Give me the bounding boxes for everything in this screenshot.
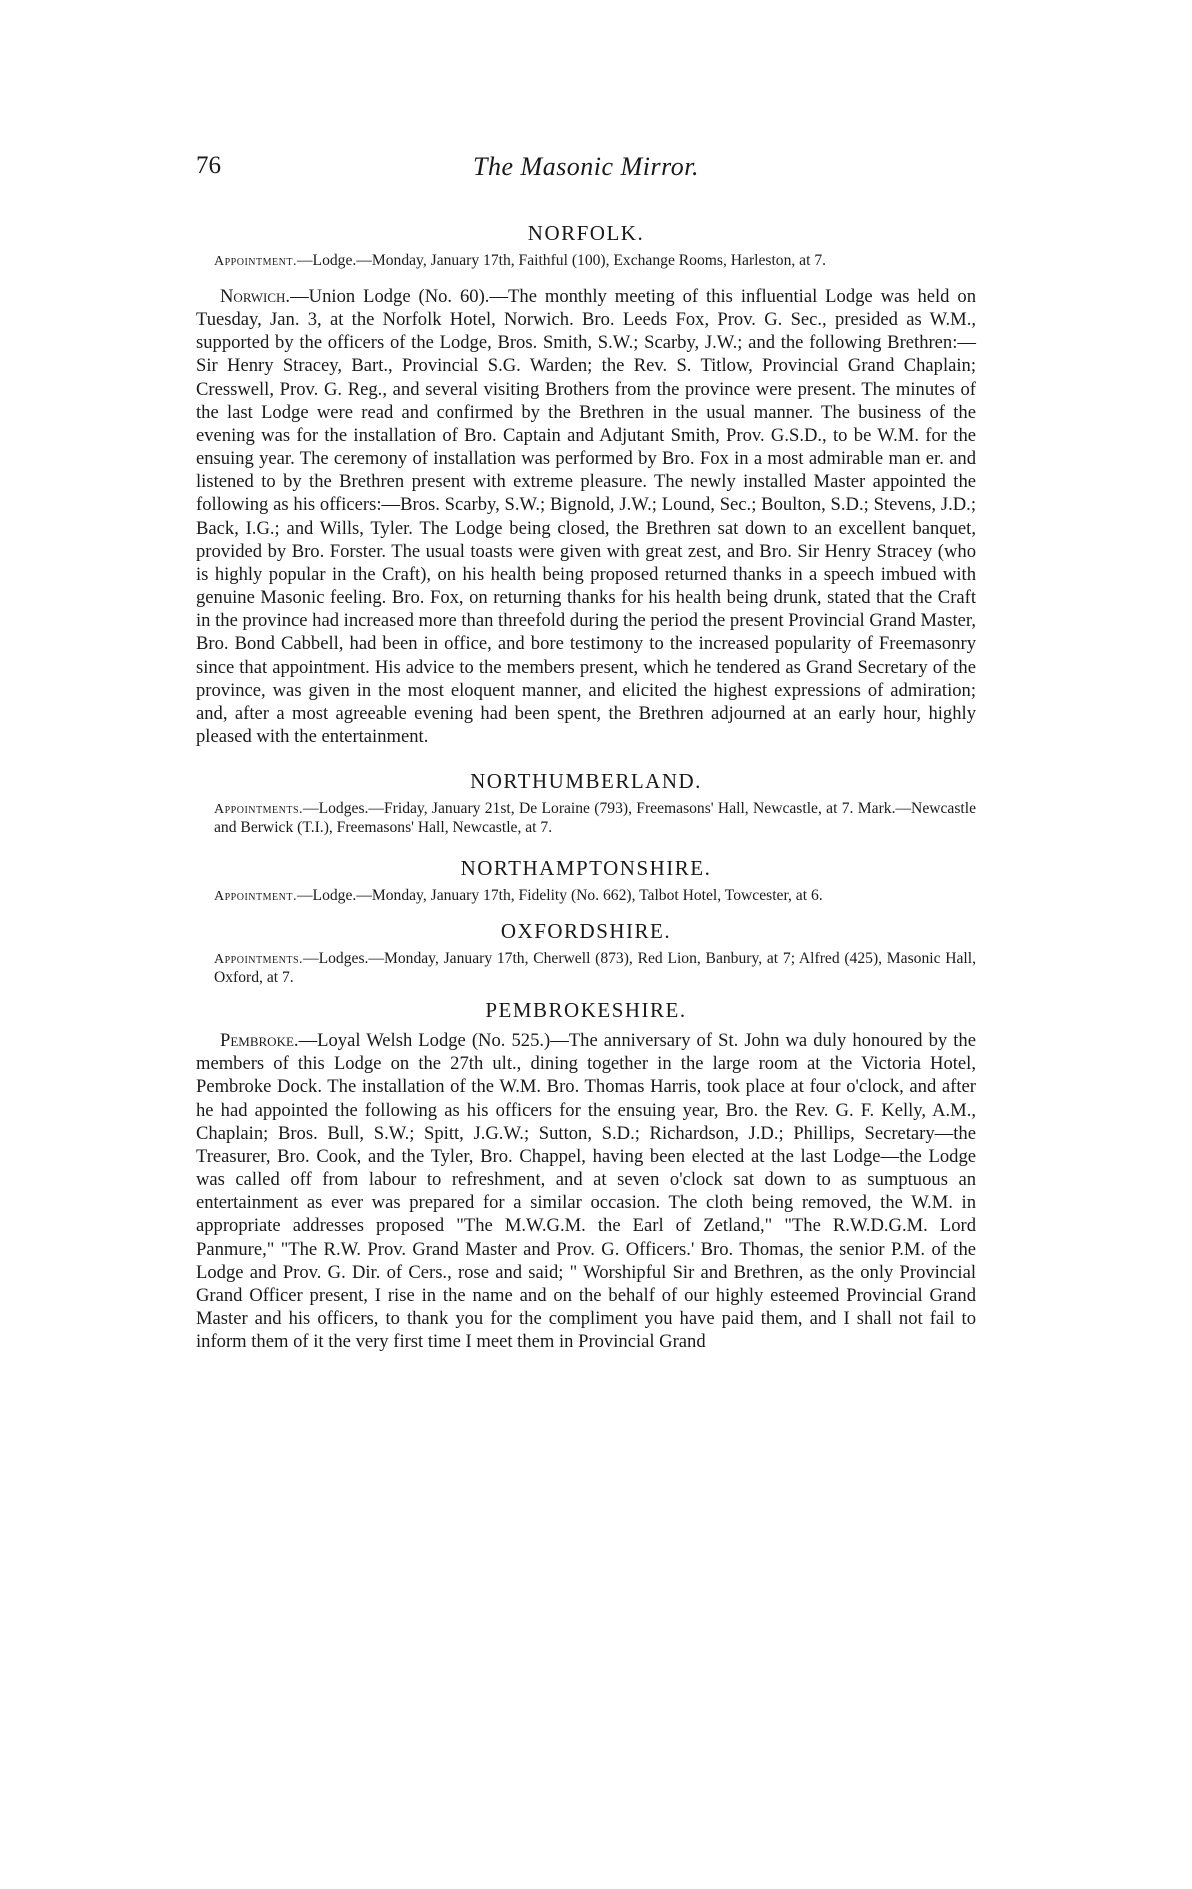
appointment-lead: Appointment. bbox=[214, 254, 297, 269]
appointment-text: —Lodges.—Friday, January 21st, De Loraine (793), Freemasons' Hall, Newcastle, at 7. Mark.—Newcastle and Berwick (T.I.), Freemasons' Hall, Newcastle, at 7. bbox=[214, 800, 976, 837]
section-northamptonshire bbox=[196, 855, 976, 906]
paragraph-lead: Norwich. bbox=[220, 286, 291, 307]
appointment-text: —Lodges.—Monday, January 17th, Cherwell (873), Red Lion, Banbury, at 7; Alfred (425), Masonic Hall, Oxford, at 7. bbox=[214, 950, 976, 987]
page-number: 76 bbox=[196, 152, 221, 179]
appointment-text: —Lodge.—Monday, January 17th, Faithful (100), Exchange Rooms, Harleston, at 7. bbox=[296, 252, 827, 269]
section-heading: OXFORDSHIRE. bbox=[500, 919, 672, 944]
appointment-lead: Appointments. bbox=[214, 952, 304, 968]
section-heading: NORTHUMBERLAND. bbox=[470, 769, 702, 794]
section-pembrokeshire bbox=[196, 997, 976, 1353]
section-northumberland bbox=[196, 768, 976, 837]
appointment-notice bbox=[196, 887, 976, 906]
appointment-notice bbox=[196, 800, 976, 837]
appointment-lead: Appointment. bbox=[214, 889, 297, 905]
appointment-notice bbox=[196, 950, 976, 987]
appointment-notice bbox=[196, 252, 976, 271]
section-oxfordshire bbox=[196, 918, 976, 987]
section-heading: NORFOLK. bbox=[527, 221, 645, 245]
appointment-text: —Lodge.—Monday, January 17th, Fidelity (No. 662), Talbot Hotel, Towcester, at 6. bbox=[296, 887, 823, 905]
paragraph-lead: Pembroke. bbox=[220, 1030, 299, 1052]
report-paragraph bbox=[196, 1029, 976, 1353]
page-header bbox=[196, 152, 976, 192]
paragraph-text: —Loyal Welsh Lodge (No. 525.)—The anniversary of St. John wa duly honoured by the members of this Lodge on the 27th ult., dining together in the large room at the Victoria Hotel, Pembroke Dock. The installation of the W.M. Bro. Thomas Harris, took place at four o'clock, and after he had appointed the following as his officers for the ensuing year, Bro. the Rev. G. F. Kelly, A.M., Chaplain; Bros. Bull, S.W.; Spitt, J.G.W.; Sutton, S.D.; Richardson, J.D.; Phillips, Secretary—the Treasurer, Bro. Cook, and the Tyler, Bro. Chappel, having been elected at the last Lodge—the Lodge was called off from labour to refreshment, and at seven o'clock sat down to as sumptuous an entertainment as ever was prepared for a similar occasion. The cloth being removed, the W.M. in appropriate addresses proposed "The M.W.G.M. the Earl of Zetland," "The R.W.D.G.M. Lord Panmure," "The R.W. Prov. Grand Master and Prov. G. Officers.' Bro. Thomas, the senior P.M. of the Lodge and Prov. G. Dir. of Cers., rose and said; " Worshipful Sir and Brethren, as the only Provincial Grand Officer present, I rise in the name and on the behalf of our highly esteemed Provincial Grand Master and his officers, to thank you for the compliment you have paid them, and I shall not fail to inform them of it the very first time I meet them in Provincial Grand bbox=[196, 1030, 976, 1353]
report-paragraph bbox=[196, 285, 976, 748]
appointment-lead: Appointments. bbox=[214, 802, 304, 818]
paragraph-text: —Union Lodge (No. 60).—The monthly meeting of this influential Lodge was held on Tuesday, Jan. 3, at the Norfolk Hotel, Norwich. Bro. Leeds Fox, Prov. G. Sec., presided as W.M., supported by the officers of the Lodge, Bros. Smith, S.W.; Scarby, J.W.; and the following Brethren:—Sir Henry Stracey, Bart., Provincial S.G. Warden; the Rev. S. Titlow, Provincial Grand Chaplain; Cresswell, Prov. G. Reg., and several visiting Brothers from the province were present. The minutes of the last Lodge were read and confirmed by the Brethren in the usual manner. The business of the evening was for the installation of Bro. Captain and Adjutant Smith, Prov. G.S.D., to be W.M. for the ensuing year. The ceremony of installation was performed by Bro. Fox in a most admirable man er. and listened to by the Brethren present with extreme pleasure. The newly installed Master appointed the following as his officers:—Bros. Scarby, S.W.; Bignold, J.W.; Lound, Sec.; Boulton, S.D.; Stevens, J.D.; Back, I.G.; and Wills, Tyler. The Lodge being closed, the Brethren sat down to an excellent banquet, provided by Bro. Forster. The usual toasts were given with great zest, and Bro. Sir Henry Stracey (who is highly popular in the Craft), on his health being proposed returned thanks in a speech imbued with genuine Masonic feeling. Bro. Fox, on returning thanks for his health being drunk, stated that the Craft in the province had increased more than threefold during the period the present Provincial Grand Master, Bro. Bond Cabbell, had been in office, and bore testimony to the increased popularity of Freemasonry since that appointment. His advice to the members present, which he tendered as Grand Secretary of the province, was given in the most eloquent manner, and elicited the highest expressions of admiration; and, after a most agreeable evening had been spent, the Brethren adjourned at an early hour, highly pleased with the entertainment. bbox=[196, 286, 976, 747]
running-title: The Masonic Mirror. bbox=[473, 152, 699, 181]
section-norfolk bbox=[196, 220, 976, 748]
text-column bbox=[196, 220, 976, 1353]
section-heading: NORTHAMPTONSHIRE. bbox=[460, 856, 712, 881]
section-heading: PEMBROKESHIRE. bbox=[485, 998, 687, 1023]
